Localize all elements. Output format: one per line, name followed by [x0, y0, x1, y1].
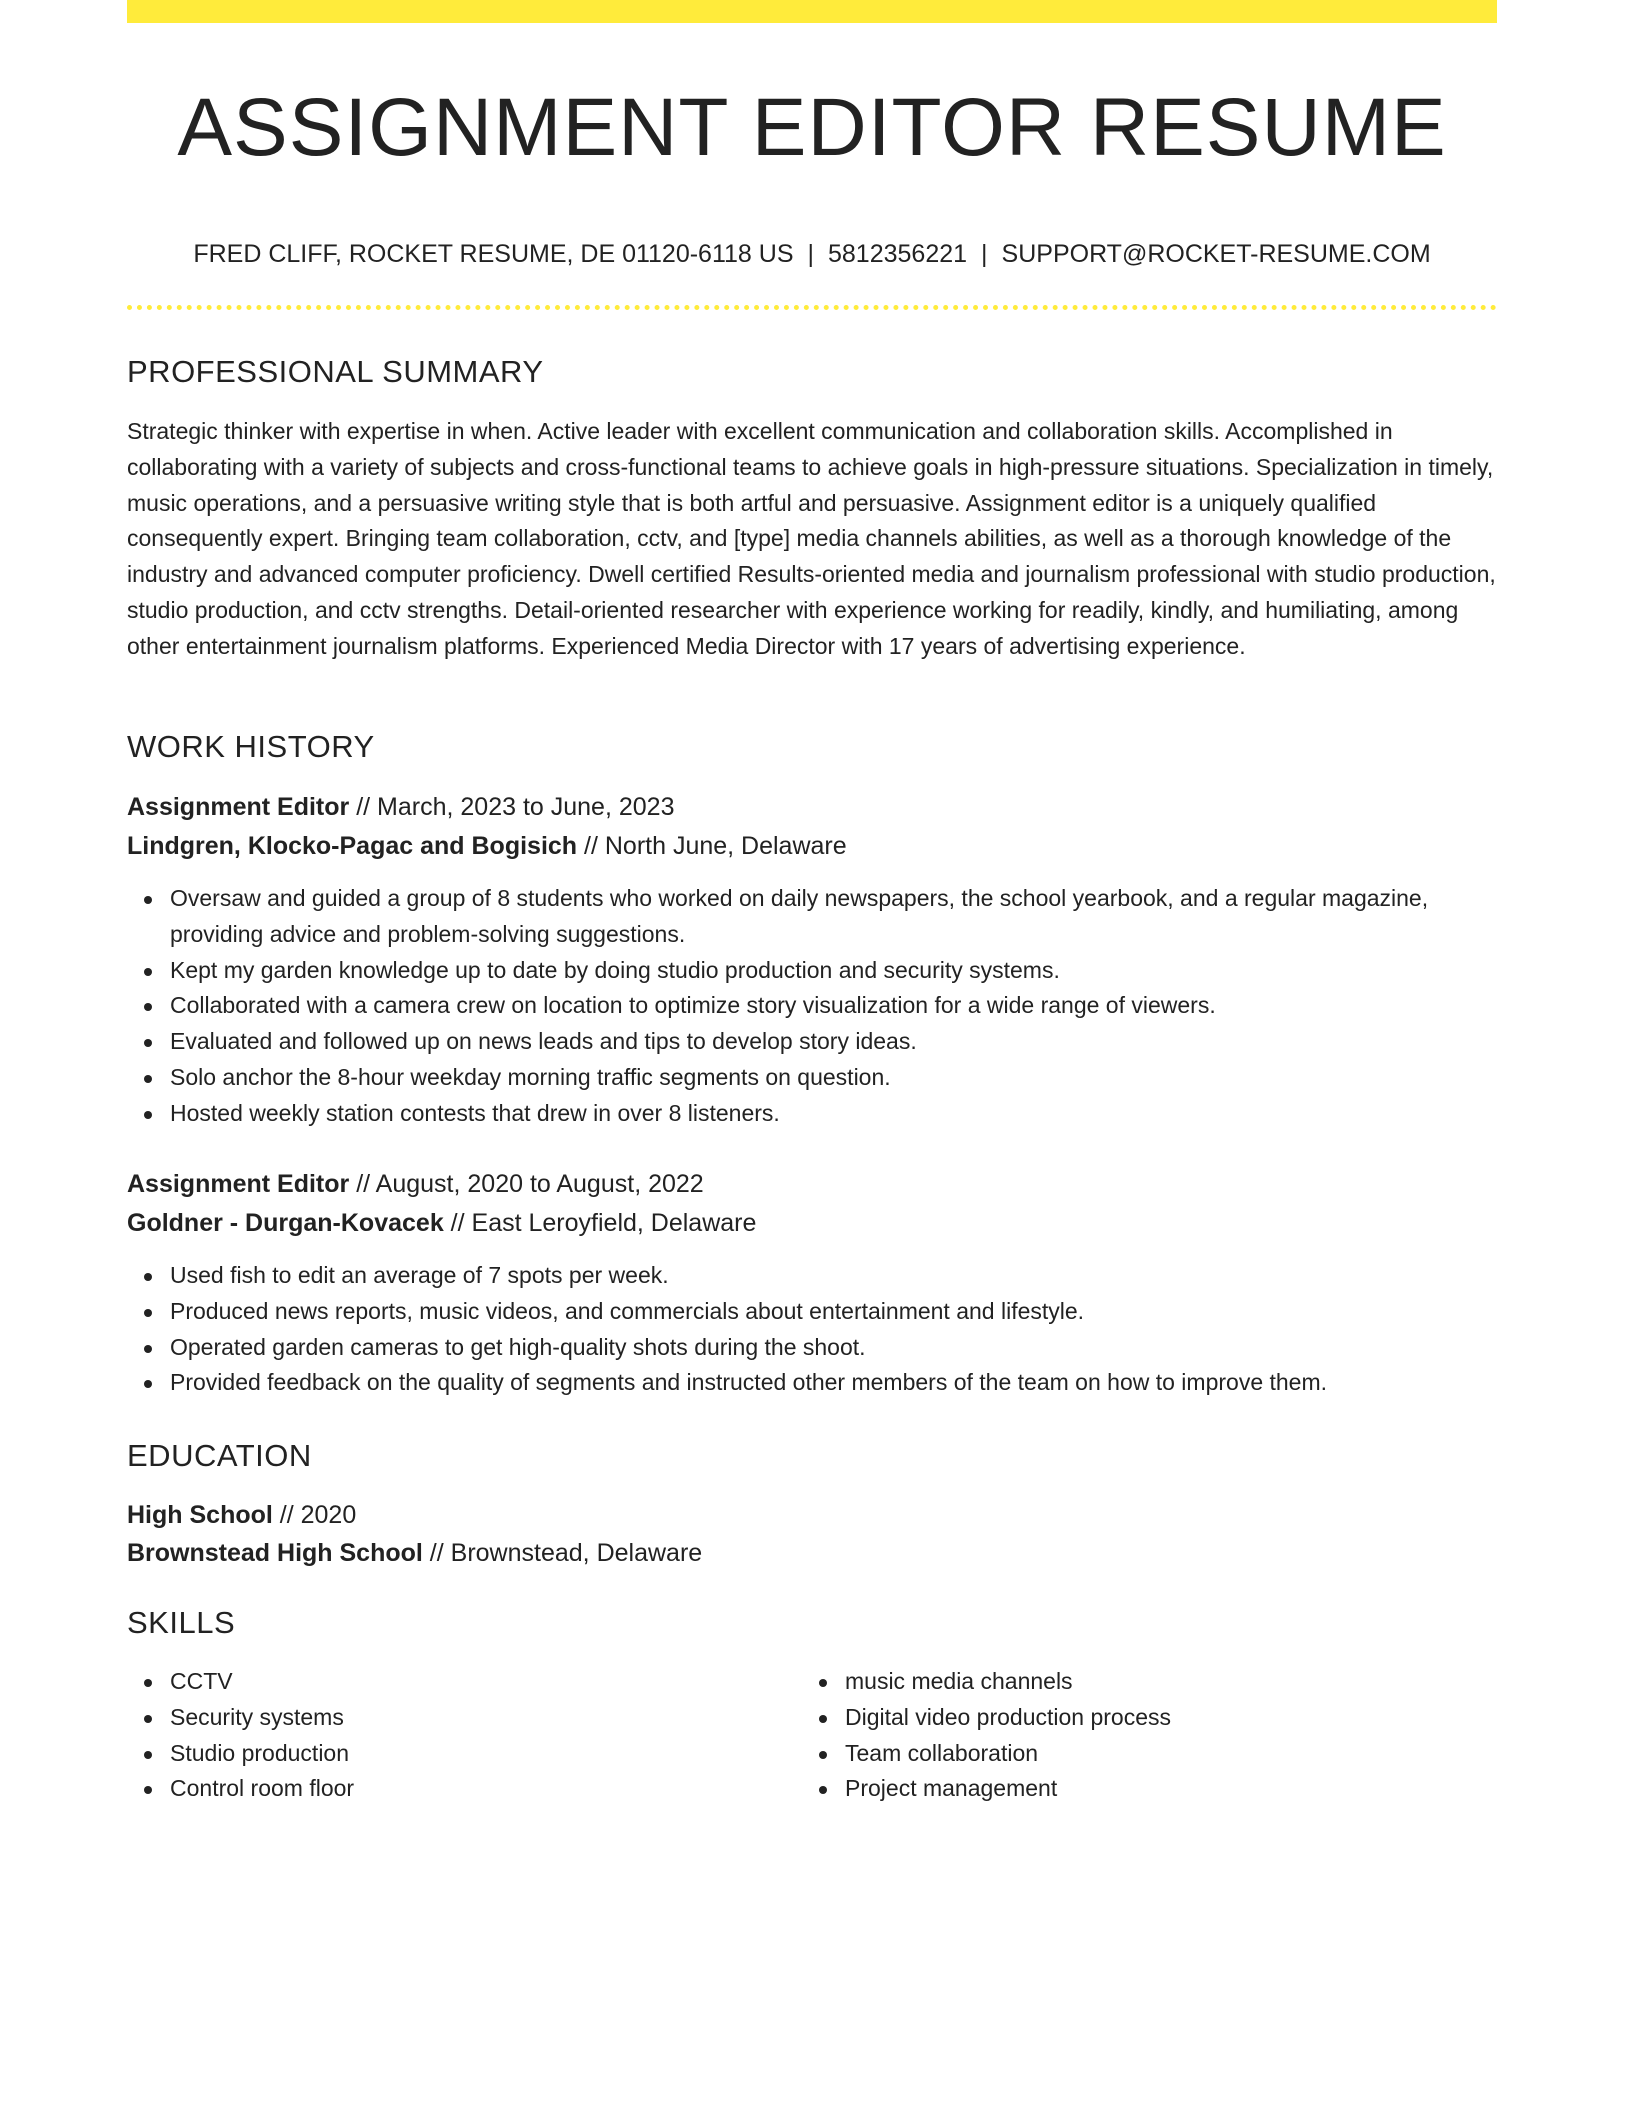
job-1-bullets [127, 881, 1497, 1132]
list-item: Used fish to edit an average of 7 spots per week. [170, 1258, 1497, 1294]
resume-title: ASSIGNMENT EDITOR RESUME [177, 82, 1447, 173]
job-1-company: Lindgren, Klocko-Pagac and Bogisich [127, 832, 578, 860]
job-separator: // [443, 1209, 472, 1237]
list-item: Collaborated with a camera crew on location to optimize story visualization for a wide range of viewers. [170, 988, 1497, 1024]
job-separator: // [349, 1170, 376, 1198]
skill-item: Project management [845, 1771, 1462, 1807]
skill-item: Studio production [170, 1736, 787, 1772]
list-item: Provided feedback on the quality of segments and instructed other members of the team on how to improve them. [170, 1365, 1497, 1401]
education-separator: // [272, 1501, 301, 1529]
education-degree-line [127, 1497, 356, 1533]
job-2-title: Assignment Editor [127, 1170, 350, 1198]
education-location: Brownstead, Delaware [450, 1539, 703, 1567]
job-2-dates: August, 2020 to August, 2022 [375, 1170, 704, 1198]
skill-item: Security systems [170, 1700, 787, 1736]
list-item: Solo anchor the 8-hour weekday morning traffic segments on question. [170, 1060, 1497, 1096]
job-1-title: Assignment Editor [127, 793, 350, 821]
job-separator: // [349, 793, 378, 821]
list-item: Evaluated and followed up on news leads and tips to develop story ideas. [170, 1024, 1497, 1060]
contact-separator: | [807, 240, 814, 268]
education-heading: EDUCATION [127, 1438, 312, 1473]
skill-item: Team collaboration [845, 1736, 1462, 1772]
contact-phone: 5812356221 [828, 240, 968, 268]
job-2-title-line [127, 1166, 704, 1202]
education-school-line [127, 1535, 702, 1571]
education-separator: // [422, 1539, 451, 1567]
skill-item: CCTV [170, 1664, 787, 1700]
contact-line [127, 234, 1497, 274]
accent-top-bar [127, 0, 1497, 23]
list-item: Hosted weekly station contests that drew in over 8 listeners. [170, 1096, 1497, 1132]
skill-item: music media channels [845, 1664, 1462, 1700]
skills-list-left [127, 1664, 787, 1807]
job-1-title-line [127, 789, 674, 825]
list-item: Oversaw and guided a group of 8 students who worked on daily newspapers, the school yearbook, and a regular magazine, providing advice and problem-solving suggestions. [170, 881, 1497, 953]
contact-email: SUPPORT@ROCKET-RESUME.COM [1001, 240, 1431, 268]
job-separator: // [577, 832, 605, 860]
dotted-divider [127, 305, 1497, 310]
contact-address: FRED CLIFF, ROCKET RESUME, DE 01120-6118 US [193, 240, 794, 268]
education-degree: High School [127, 1501, 273, 1529]
job-1-dates: March, 2023 to June, 2023 [377, 793, 675, 821]
job-2-company-line [127, 1205, 756, 1241]
summary-heading: PROFESSIONAL SUMMARY [127, 354, 544, 389]
list-item: Produced news reports, music videos, and commercials about entertainment and lifestyle. [170, 1294, 1497, 1330]
job-2-bullets [127, 1258, 1497, 1401]
education-school: Brownstead High School [127, 1539, 423, 1567]
education-year: 2020 [300, 1501, 357, 1529]
job-1-location: North June, Delaware [604, 832, 847, 860]
summary-text: Strategic thinker with expertise in when. Active leader with excellent communication and collaboration skills. Accomplished in collaborating with a variety of subjects and cross-functional teams to achieve goals in high-pressure situations. Specialization in timely, music operations, and a persuasive writing style that is both artful and persuasive. Assignment editor is a uniquely qualified consequently expert. Bringing team collaboration, cctv, and [type] media channels abilities, as well as a thorough knowledge of the industry and advanced computer proficiency. Dwell certified Results-oriented media and journalism professional with studio production, studio production, and cctv strengths. Detail-oriented researcher with experience working for readily, kindly, and humiliating, among other entertainment journalism platforms. Experienced Media Director with 17 years of advertising experience. [127, 418, 1496, 659]
job-2-company: Goldner - Durgan-Kovacek [127, 1209, 444, 1237]
skills-list-right [802, 1664, 1462, 1807]
skill-item: Control room floor [170, 1771, 787, 1807]
list-item: Operated garden cameras to get high-quality shots during the shoot. [170, 1330, 1497, 1366]
job-2-location: East Leroyfield, Delaware [471, 1209, 757, 1237]
job-1-company-line [127, 828, 847, 864]
work-history-heading: WORK HISTORY [127, 729, 375, 764]
skill-item: Digital video production process [845, 1700, 1462, 1736]
list-item: Kept my garden knowledge up to date by doing studio production and security systems. [170, 953, 1497, 989]
contact-separator: | [981, 240, 988, 268]
skills-heading: SKILLS [127, 1605, 236, 1640]
